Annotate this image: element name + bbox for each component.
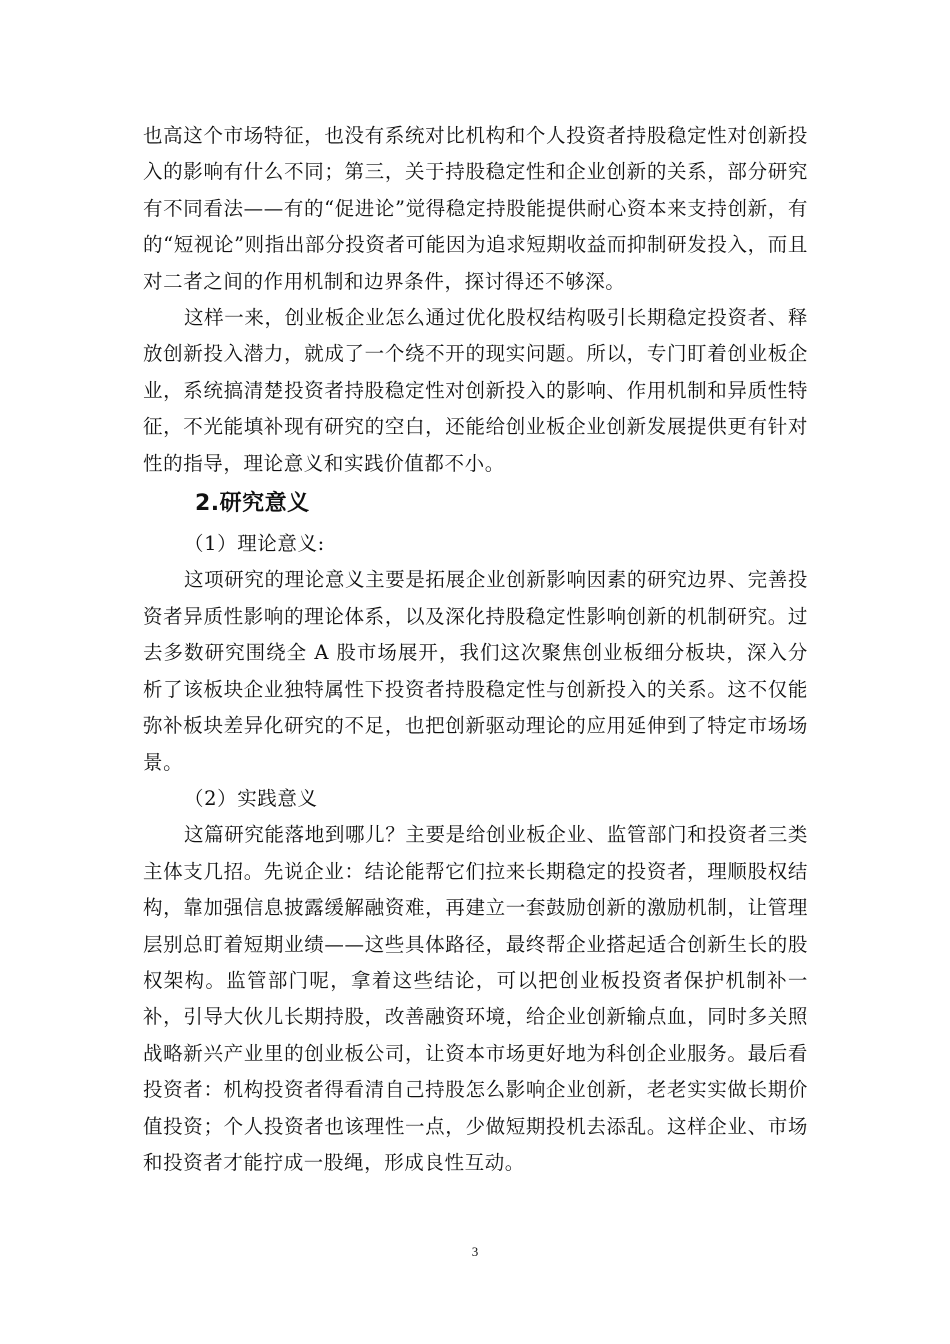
paragraph-continued: 也高这个市场特征，也没有系统对比机构和个人投资者持股稳定性对创新投入的影响有什么不同；第三，关于持股稳定性和企业创新的关系，部分研究有不同看法——有的“促进论”觉得稳定持股能提供耐心资本来支持创新，有的“短视论”则指出部分投资者可能因为追求短期收益而抑制研发投入，而且对二者之间的作用机制和边界条件，探讨得还不够深。	[143, 124, 808, 293]
paragraph-research-problem: 这样一来，创业板企业怎么通过优化股权结构吸引长期稳定投资者、释放创新投入潜力，就成了一个绕不开的现实问题。所以，专门盯着创业板企业，系统搞清楚投资者持股稳定性对创新投入的影响、作用机制和异质性特征，不光能填补现有研究的空白，还能给创业板企业创新发展提供更有针对性的指导，理论意义和实践价值都不小。	[143, 306, 808, 475]
page-number: 3	[471, 1244, 479, 1259]
subheading-practice: （2）实践意义	[184, 786, 318, 810]
paragraph-practice-significance: 这篇研究能落地到哪儿？主要是给创业板企业、监管部门和投资者三类主体支几招。先说企业：结论能帮它们拉来长期稳定的投资者，理顺股权结构，靠加强信息披露缓解融资难，再建立一套鼓励创新的激励机制，让管理层别总盯着短期业绩——这些具体路径，最终帮企业搭起适合创新生长的股权架构。监管部门呢，拿着这些结论，可以把创业板投资者保护机制补一补，引导大伙儿长期持股，改善融资环境，给企业创新输点血，同时多关照战略新兴产业里的创业板公司，让资本市场更好地为科创企业服务。最后看投资者：机构投资者得看清自己持股怎么影响企业创新，老老实实做长期价值投资；个人投资者也该理性一点，少做短期投机去添乱。这样企业、市场和投资者才能拧成一股绳，形成良性互动。	[143, 823, 808, 1174]
section-heading: 2.研究意义	[195, 491, 310, 517]
paragraph-theory-significance: 这项研究的理论意义主要是拓展企业创新影响因素的研究边界、完善投资者异质性影响的理论体系，以及深化持股稳定性影响创新的机制研究。过去多数研究围绕全 A 股市场展开，我们这次聚焦创业板细分板块，深入分析了该板块企业独特属性下投资者持股稳定性与创新投入的关系。这不仅能弥补板块差异化研究的不足，也把创新驱动理论的应用延伸到了特定市场场景。	[143, 568, 808, 774]
subheading-theory: （1）理论意义:	[184, 532, 325, 556]
page-body	[143, 118, 808, 1181]
